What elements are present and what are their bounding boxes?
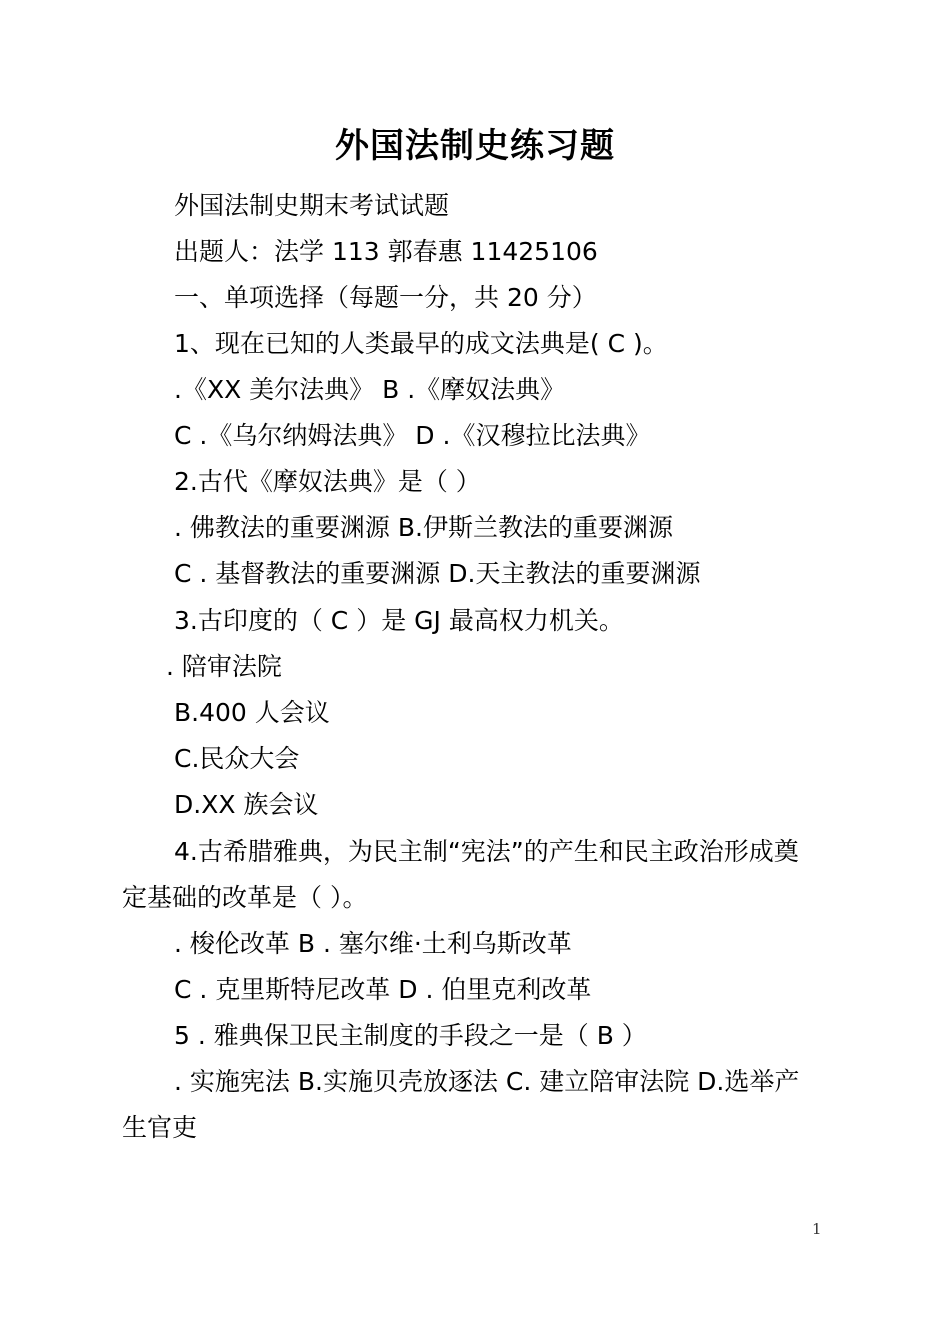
document-title: 外国法制史练习题: [335, 126, 615, 166]
question-3-option-line: . 陪审法院: [166, 652, 282, 681]
question-3-option-line: B.400 人会议: [174, 698, 330, 727]
question-3-stem: 3.古印度的（ C ）是 GJ 最高权力机关。: [174, 606, 624, 635]
question-5-option-line: . 实施宪法 B.实施贝壳放逐法 C. 建立陪审法院 D.选举产: [174, 1067, 800, 1096]
question-3-option-line: D.XX 族会议: [174, 790, 319, 819]
question-2-option-line: C . 基督教法的重要渊源 D.天主教法的重要渊源: [174, 559, 701, 588]
question-2-stem: 2.古代《摩奴法典》是（ ）: [174, 467, 481, 496]
question-1-stem: 1、现在已知的人类最早的成文法典是( C )。: [174, 329, 668, 358]
question-5-option-continuation: 生官吏: [122, 1113, 198, 1142]
section-heading: 一、单项选择（每题一分，共 20 分）: [174, 283, 597, 312]
question-5-stem: 5 . 雅典保卫民主制度的手段之一是（ B ）: [174, 1021, 647, 1050]
exam-subtitle: 外国法制史期末考试试题: [174, 191, 450, 220]
question-4-stem-continuation: 定基础的改革是（ ）。: [122, 883, 368, 912]
question-2-option-line: . 佛教法的重要渊源 B.伊斯兰教法的重要渊源: [174, 513, 673, 542]
question-3-option-line: C.民众大会: [174, 744, 300, 773]
question-1-option-line: C .《乌尔纳姆法典》 D .《汉穆拉比法典》: [174, 421, 651, 450]
author-line: 出题人：法学 113 郭春惠 11425106: [174, 237, 598, 266]
question-4-option-line: C . 克里斯特尼改革 D . 伯里克利改革: [174, 975, 592, 1004]
question-1-option-line: .《XX 美尔法典》 B .《摩奴法典》: [174, 375, 566, 404]
question-4-option-line: . 梭伦改革 B . 塞尔维·土利乌斯改革: [174, 929, 572, 958]
question-4-stem: 4.古希腊雅典，为民主制“宪法”的产生和民主政治形成奠: [174, 837, 799, 866]
page-number: 1: [812, 1220, 822, 1238]
